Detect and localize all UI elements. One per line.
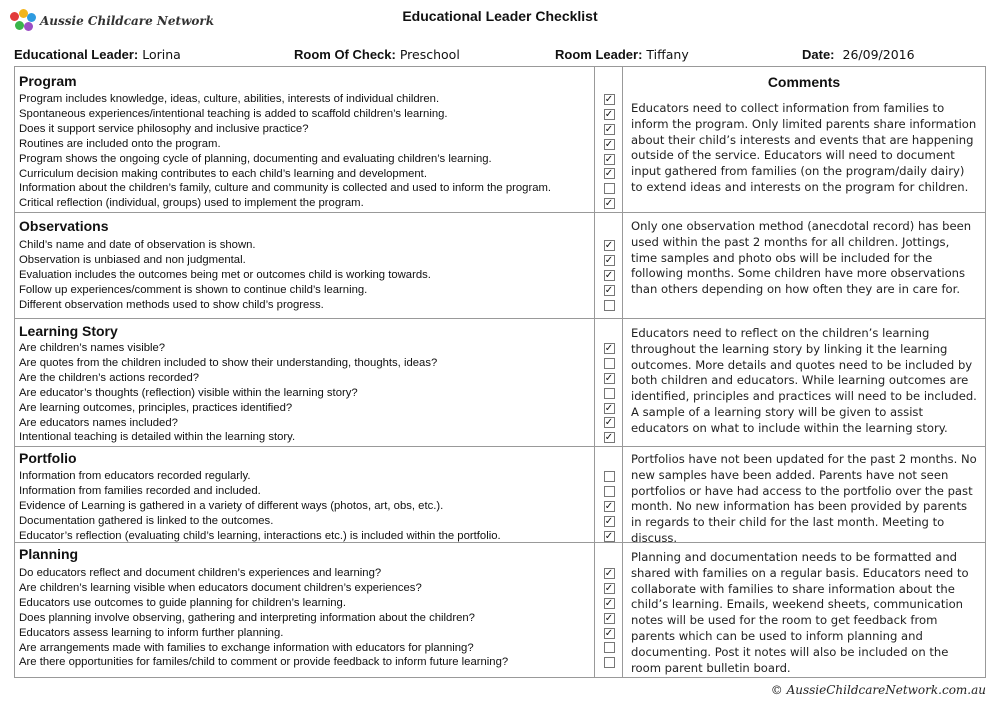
- list-item: Are educator’s thoughts (reflection) visible within the learning story?: [19, 386, 358, 399]
- checkbox-unchecked[interactable]: [604, 471, 615, 482]
- section-learning-story: [15, 319, 985, 447]
- section-program: [15, 67, 985, 213]
- list-item: Educators assess learning to inform further planning.: [19, 626, 284, 639]
- item-list: [19, 238, 592, 313]
- room-leader-value: Tiffany: [646, 47, 689, 62]
- checkbox-checked[interactable]: ✓: [604, 568, 614, 579]
- list-item: Does planning involve observing, gathering and interpreting information about the children?: [19, 611, 475, 624]
- list-item: Are quotes from the children included to show their understanding, thoughts, ideas?: [19, 356, 438, 369]
- checkbox-unchecked[interactable]: [604, 388, 615, 399]
- item-list: [19, 566, 592, 670]
- section-observations: [15, 213, 985, 319]
- section-comment: Educators need to collect information from families to inform the program. Only limited parents share information about their child’s interests and events that are happening outside of the service. Educators will need to document input gathered from families (on the program/daily dairy) to extend ideas and interests on the program for children.: [631, 101, 977, 194]
- section-title: Program: [19, 73, 77, 89]
- section-comment: Only one observation method (anecdotal record) has been used within the past 2 months for all children. Jottings, time samples and photo obs will be included for the following months. Some children have more observations than others depending on how often they are in care for.: [631, 219, 972, 297]
- list-item: Program shows the ongoing cycle of planning, documenting and evaluating children’s learning.: [19, 152, 492, 165]
- educational-leader-value: Lorina: [142, 47, 181, 62]
- checkbox-unchecked[interactable]: [604, 183, 615, 194]
- checkbox-column: [595, 343, 623, 447]
- section-title: Learning Story: [19, 323, 118, 339]
- checkbox-unchecked[interactable]: [604, 358, 615, 369]
- list-item: Educator’s reflection (evaluating child’s learning, interactions etc.) is included within the portfolio.: [19, 529, 501, 542]
- checkbox-checked[interactable]: ✓: [604, 402, 614, 414]
- item-list: [19, 92, 592, 211]
- logo-text: Aussie Childcare Network: [40, 14, 215, 28]
- list-item: Information about the children’s family, culture and community is collected and used to inform the program.: [19, 182, 552, 195]
- checkbox-unchecked[interactable]: [604, 486, 615, 497]
- list-item: Are there opportunities for familes/child to comment or provide feedback to inform future learning?: [19, 656, 509, 669]
- page-title: Educational Leader Checklist: [402, 8, 598, 24]
- checkbox-checked[interactable]: ✓: [604, 284, 614, 296]
- checklist-table: [14, 66, 986, 678]
- section-comment: Portfolios have not been updated for the past 2 months. No new samples have been added. Parents have not seen portfolios or have had access to the portfolio over the past month. No new information has been provided by parents in regards to their child for the last month. Meeting to discuss.: [631, 452, 977, 545]
- checkbox-checked[interactable]: ✓: [604, 500, 614, 512]
- section-title: Portfolio: [19, 450, 77, 466]
- checkbox-checked[interactable]: ✓: [604, 612, 614, 624]
- checkbox-checked[interactable]: ✓: [604, 417, 614, 429]
- list-item: Are arrangements made with families to exchange information with educators for planning?: [19, 641, 474, 654]
- checkbox-checked[interactable]: ✓: [604, 153, 614, 165]
- list-item: Are children’s names visible?: [19, 342, 166, 354]
- list-item: Do educators reflect and document children’s experiences and learning?: [19, 567, 382, 579]
- educational-leader-label: Educational Leader:: [14, 47, 139, 62]
- list-item: Are educators names included?: [19, 416, 178, 429]
- list-item: Program includes knowledge, ideas, culture, abilities, interests of individual children.: [19, 93, 440, 105]
- list-item: Educators use outcomes to guide planning for children’s learning.: [19, 596, 346, 609]
- room-leader-label: Room Leader:: [555, 47, 643, 62]
- section-planning: [15, 543, 985, 677]
- item-list: [19, 469, 592, 544]
- checkbox-checked[interactable]: ✓: [604, 108, 614, 120]
- list-item: Are the children’s actions recorded?: [19, 371, 200, 384]
- list-item: Critical reflection (individual, groups) used to implement the program.: [19, 197, 364, 210]
- room-of-check-value: Preschool: [399, 47, 460, 62]
- comments-heading: Comments: [767, 74, 841, 90]
- checkbox-column: [595, 94, 623, 213]
- copyright-footer: © AussieChildcareNetwork.com.au: [770, 683, 986, 697]
- date-value: 26/09/2016: [842, 47, 915, 62]
- room-leader-field: [555, 47, 689, 62]
- list-item: Are children’s learning visible when educators document children’s experiences?: [19, 581, 422, 594]
- list-item: Information from families recorded and included.: [19, 484, 261, 497]
- checkbox-checked[interactable]: ✓: [604, 138, 614, 150]
- checkbox-checked[interactable]: ✓: [604, 372, 614, 384]
- room-of-check-label: Room Of Check:: [294, 47, 396, 62]
- list-item: Observation is unbiased and non judgmental.: [19, 253, 246, 266]
- section-title: Observations: [19, 218, 109, 234]
- date-label: Date:: [802, 47, 835, 62]
- educational-leader-field: [14, 47, 181, 62]
- list-item: Routines are included onto the program.: [19, 137, 221, 150]
- list-item: Curriculum decision making contributes to each child’s learning and development.: [19, 167, 427, 180]
- checkbox-column: [595, 471, 623, 545]
- section-comment: Educators need to reflect on the children’s learning throughout the learning story by linking it the learning outcomes. More details and quotes need to be included by both children and educators. While learning outcomes are identified, principles and practices will need to be included. A sample of a learning story will be given to assist educators on what to include within the learning story.: [631, 326, 977, 435]
- list-item: Information from educators recorded regularly.: [19, 470, 251, 482]
- checkbox-unchecked[interactable]: [604, 300, 615, 311]
- checkbox-checked[interactable]: ✓: [604, 530, 614, 542]
- list-item: Documentation gathered is linked to the outcomes.: [19, 514, 274, 527]
- section-portfolio: [15, 447, 985, 543]
- checkbox-checked[interactable]: ✓: [604, 343, 614, 354]
- checkbox-checked[interactable]: ✓: [604, 254, 614, 266]
- checkbox-checked[interactable]: ✓: [604, 515, 614, 527]
- list-item: Evidence of Learning is gathered in a variety of different ways (photos, art, obs, etc.).: [19, 499, 444, 512]
- checkbox-unchecked[interactable]: [604, 642, 615, 653]
- date-field: [802, 47, 915, 62]
- section-title: Planning: [19, 546, 79, 562]
- checkbox-checked[interactable]: ✓: [604, 269, 614, 281]
- checkbox-checked[interactable]: ✓: [604, 198, 614, 210]
- list-item: Spontaneous experiences/intentional teaching is added to scaffold children’s learning.: [19, 107, 448, 120]
- room-of-check-field: [294, 47, 460, 62]
- checkbox-checked[interactable]: ✓: [604, 123, 614, 135]
- list-item: Different observation methods used to show child’s progress.: [19, 298, 324, 311]
- checkbox-column: [595, 568, 623, 672]
- checkbox-unchecked[interactable]: [604, 657, 615, 668]
- list-item: Intentional teaching is detailed within the learning story.: [19, 431, 296, 444]
- list-item: Does it support service philosophy and inclusive practice?: [19, 122, 309, 135]
- section-comment: Planning and documentation needs to be formatted and shared with families on a regular basis. Educators need to collaborate with families to share information about the child’s learning. Emails, weekend sheets, communication notes will be used for the room to get feedback from parents which can be used to inform planning and documenting. Post it notes will also be included on the room parent bulletin board.: [631, 550, 969, 675]
- checkbox-checked[interactable]: ✓: [604, 627, 614, 639]
- list-item: Evaluation includes the outcomes being met or outcomes child is working towards.: [19, 268, 431, 281]
- checkbox-checked[interactable]: ✓: [604, 168, 614, 180]
- checkbox-column: [595, 240, 623, 314]
- checkbox-checked[interactable]: ✓: [604, 240, 614, 251]
- list-item: Child’s name and date of observation is shown.: [19, 239, 256, 251]
- checkbox-checked[interactable]: ✓: [604, 94, 614, 105]
- checkbox-checked[interactable]: ✓: [604, 582, 614, 594]
- checkbox-checked[interactable]: ✓: [604, 597, 614, 609]
- list-item: Follow up experiences/comment is shown to continue child’s learning.: [19, 283, 368, 296]
- list-item: Are learning outcomes, principles, practices identified?: [19, 401, 293, 414]
- item-list: [19, 341, 592, 445]
- checkbox-checked[interactable]: ✓: [604, 432, 614, 444]
